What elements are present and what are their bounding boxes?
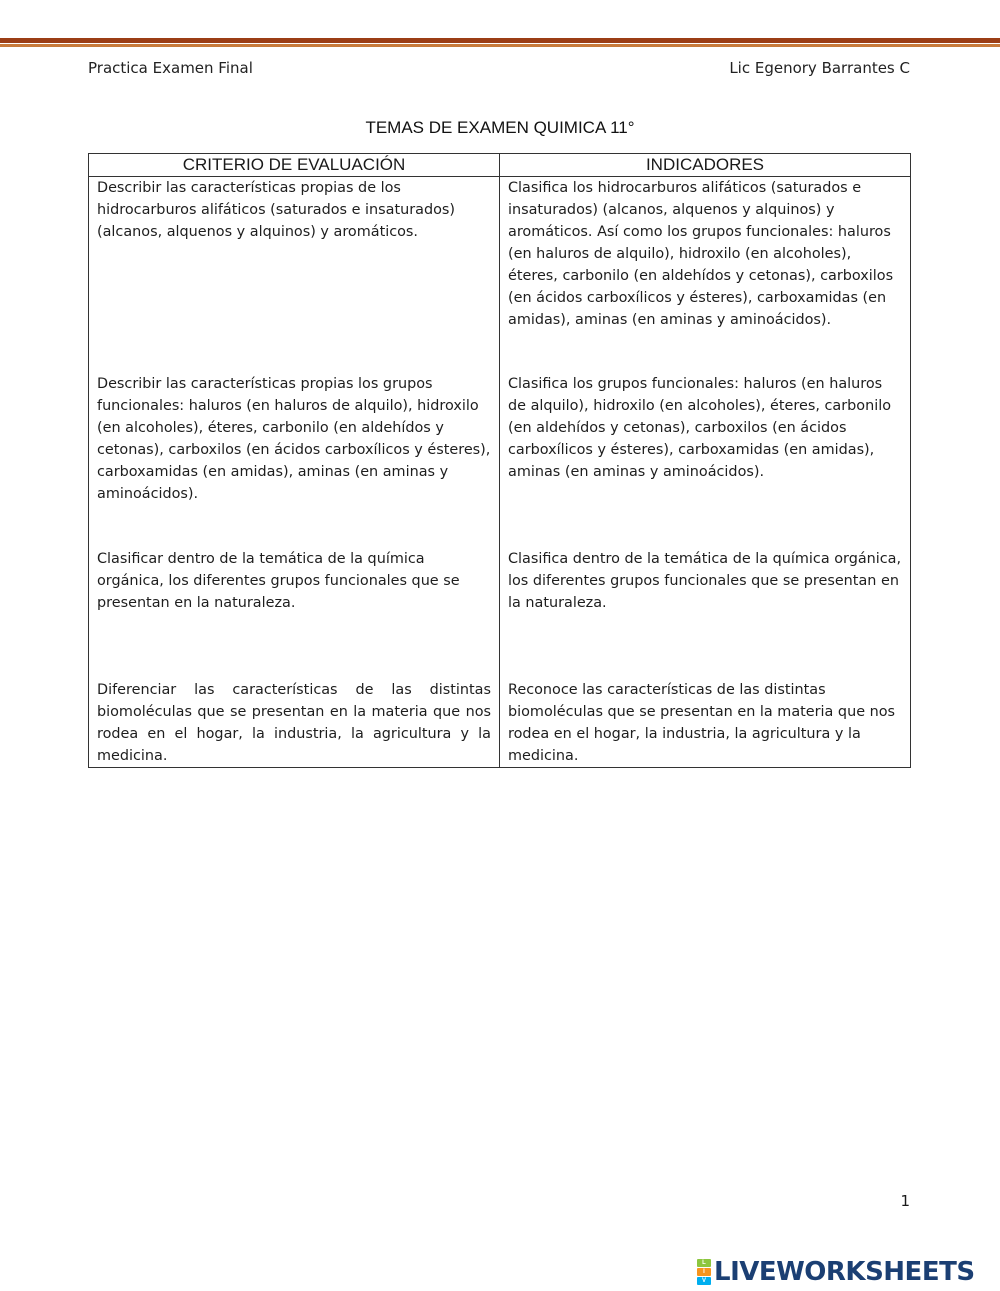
criterio-cell	[89, 177, 500, 374]
mark-letter: V	[697, 1277, 711, 1285]
table-row	[89, 177, 911, 374]
page-title: TEMAS DE EXAMEN QUIMICA 11°	[365, 118, 635, 137]
criterio-cell	[89, 679, 500, 768]
table-row	[89, 679, 911, 768]
criterio-text: Clasificar dentro de la temática de la química orgánica, los diferentes grupos funcionales que se presentan en la naturaleza.	[97, 551, 460, 611]
liveworksheets-mark-icon	[697, 1259, 711, 1285]
table-row	[89, 373, 911, 548]
criterio-cell	[89, 373, 500, 548]
column-header-criterio: CRITERIO DE EVALUACIÓN	[89, 154, 500, 177]
liveworksheets-logo	[697, 1257, 975, 1287]
liveworksheets-wordmark: LIVEWORKSHEETS	[714, 1257, 975, 1287]
header-author: Lic Egenory Barrantes C	[729, 59, 910, 77]
indicador-cell	[500, 373, 911, 548]
criterio-text: Describir las características propias los grupos funcionales: haluros (en haluros de alquilo), hidroxilo (en alcoholes), éteres, carbonilo (en aldehídos y cetonas), carboxilos (en ácidos carboxílicos y ésteres), carboxamidas (en amidas), aminas (en aminas y aminoácidos).	[97, 376, 491, 502]
criteria-table	[88, 153, 911, 768]
indicador-text: Reconoce las características de las distintas biomoléculas que se presentan en la materia que nos rodea en el hogar, la industria, la agricultura y la medicina.	[508, 682, 896, 764]
header-rule	[0, 38, 1000, 47]
indicador-text: Clasifica los grupos funcionales: haluros (en haluros de alquilo), hidroxilo (en alcoholes), éteres, carbonilo (en aldehídos y cetonas), carboxilos (en ácidos carboxílicos y ésteres), carboxamidas (en amidas), aminas (en aminas y aminoácidos).	[508, 376, 891, 480]
mark-letter: I	[697, 1268, 711, 1276]
mark-letter: L	[697, 1259, 711, 1267]
header-doc-name: Practica Examen Final	[88, 59, 253, 77]
indicador-text: Clasifica los hidrocarburos alifáticos (saturados e insaturados) (alcanos, alquenos y alquinos) y aromáticos. Así como los grupos funcionales: haluros (en haluros de alquilo), hidroxilo (en alcoholes), éteres, carbonilo (en aldehídos y cetonas), carboxilos (en ácidos carboxílicos y ésteres), carboxamidas (en amidas), aminas (en aminas y aminoácidos).	[508, 180, 894, 328]
indicador-cell	[500, 679, 911, 768]
criterio-cell	[89, 548, 500, 679]
table-row	[89, 548, 911, 679]
criterio-text: Describir las características propias de los hidrocarburos alifáticos (saturados e insaturados) (alcanos, alquenos y alquinos) y aromáticos.	[97, 180, 456, 240]
table-header-row	[89, 154, 911, 177]
criterio-text: Diferenciar las características de las distintas biomoléculas que se presentan en la materia que nos rodea en el hogar, la industria, la agricultura y la medicina.	[97, 682, 491, 764]
indicador-cell	[500, 177, 911, 374]
indicador-cell	[500, 548, 911, 679]
column-header-indicadores: INDICADORES	[500, 154, 911, 177]
indicador-text: Clasifica dentro de la temática de la química orgánica, los diferentes grupos funcionales que se presentan en la naturaleza.	[508, 551, 902, 611]
page-number: 1	[900, 1192, 910, 1210]
